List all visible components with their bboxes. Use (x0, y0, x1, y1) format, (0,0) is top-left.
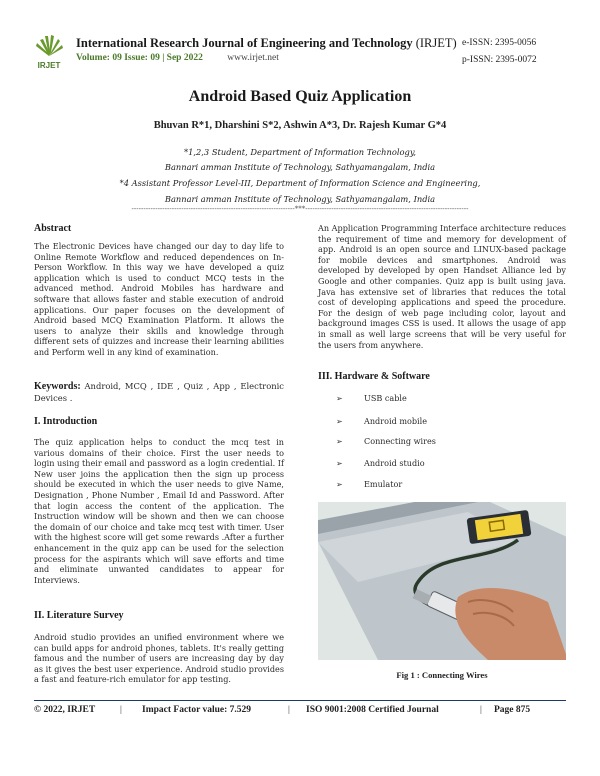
list-item: ➢ Android studio (336, 458, 425, 468)
lit-text: Android studio provides an unified environment where we can build apps for android phones, tablets. It's really getting famous and the number of users are increasing day by day as it gives the best user experience. Android studio provides a fast and feature-rich emulator for app testing. (34, 632, 284, 685)
journal-title: International Research Journal of Engineering and Technology (IRJET) (76, 36, 457, 50)
figure-caption: Fig 1 : Connecting Wires (396, 670, 488, 680)
volume-line: Volume: 09 Issue: 09 | Sep 2022 www.irjet.net (76, 53, 279, 63)
authors: Bhuvan R*1, Dharshini S*2, Ashwin A*3, Dr. Rajesh Kumar G*4 (153, 120, 447, 131)
pissn: p-ISSN: 2395-0072 (462, 55, 537, 65)
footer-iso: ISO 9001:2008 Certified Journal (306, 705, 439, 715)
intro-heading: I. Introduction (34, 416, 98, 427)
keywords: Keywords: Android, MCQ , IDE , Quiz , App , Electronic Devices . (34, 381, 284, 403)
lit-heading: II. Literature Survey (34, 610, 124, 621)
footer-copyright: © 2022, IRJET (34, 705, 96, 715)
affiliation-line: *4 Assistant Professor Level-III, Department of Information Science and Engineering, (119, 178, 481, 188)
list-item: ➢ Emulator (336, 479, 403, 489)
list-item: ➢ Connecting wires (336, 436, 436, 446)
footer-sep: | (288, 705, 290, 715)
footer-sep: | (120, 705, 122, 715)
list-item: ➢ Android mobile (336, 416, 428, 426)
abstract-text: The Electronic Devices have changed our day to day life to Online Remote Workflow and reduced dependences on In-Person Workflow. In this way we have developed a quiz application which is used to conduct MCQ tests in the advanced method. Android Mobiles has hardware and software that allows faster and stable execution of android applications. Our paper focuses on the development of Android based MCQ Examination Platform. It allows the users to analyze their skills and knowledge through different sets of quizzes and increase their learning abilities and Perform well in any kind of examination. (34, 241, 284, 357)
hardware-heading: III. Hardware & Software (318, 371, 430, 382)
paper-title: Android Based Quiz Application (188, 88, 412, 105)
footer-page: Page 875 (494, 705, 531, 715)
connecting-wires-figure (318, 502, 566, 660)
svg-text:IRJET: IRJET (37, 61, 61, 70)
affiliation-line: Bannari amman Institute of Technology, Sathyamangalam, India (164, 162, 436, 172)
eissn: e-ISSN: 2395-0056 (462, 38, 537, 48)
affiliation-line: *1,2,3 Student, Department of Information Technology, (183, 147, 417, 157)
intro-text: The quiz application helps to conduct the mcq test in various domains of their choice. First the user needs to login using their email and password as a login credential. If New user joins the application then the sign up process should be executed in which the user needs to give Name, Designation , Phone Number , Email Id and Password. After that login access the content of the application. The Instruction window will be shown and then we can choose the domain of our choice and take mcq test with timer. User with the highest score will get some rewards .After a further enhancement in the quiz app can be used for the selection process for the aspirants which will save efforts and time and eliminate unwanted candidates to appear for Interviews. (34, 437, 284, 585)
section-divider: ---------------------------------------------------------------------***--------------------------------------------------------------------- (131, 205, 469, 213)
footer-impact: Impact Factor value: 7.529 (142, 705, 252, 715)
api-paragraph: An Application Programming Interface architecture reduces the requirement of time and memory for development of app. Android is an open source and LINUX-based package for mobile devices and smartphones. Android was developed by developed by open Handset Alliance led by Google and other companies. Quiz app is built using java. Java has extensive set of libraries that reduces the total cost of developing applications and speed the procedure. For the design of web page including color, layout and background images CSS is used. It allows the usage of app in small as well large screens that will be very useful for the users from anywhere. (318, 223, 566, 350)
abstract-heading: Abstract (34, 223, 72, 234)
footer-rule (34, 700, 566, 701)
footer-sep: | (480, 705, 482, 715)
affiliation-line: Bannari amman Institute of Technology, Sathyamangalam, India (164, 194, 436, 204)
list-item: ➢ USB cable (336, 393, 407, 403)
irjet-logo (30, 30, 68, 70)
